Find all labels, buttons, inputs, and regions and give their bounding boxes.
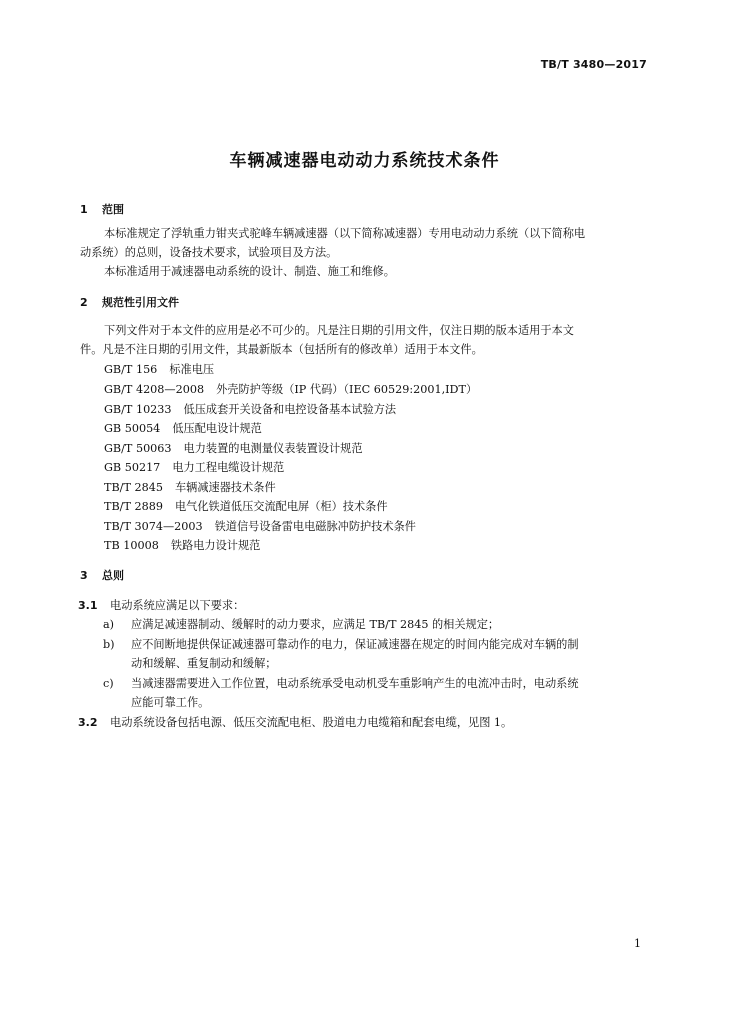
document-title: 车辆减速器电动动力系统技术条件: [229, 151, 500, 171]
reference-item: [104, 420, 262, 436]
reference-item: [104, 459, 284, 475]
list-item-c-continuation: 应能可靠工作。: [131, 696, 210, 709]
section-title: 总则: [102, 569, 124, 582]
section-heading-1: [80, 201, 124, 217]
paragraph-line: 本标准适用于减速器电动系统的设计、制造、施工和维修。: [104, 265, 395, 278]
reference-code: TB/T 2845: [104, 481, 163, 494]
list-marker: c): [103, 677, 114, 690]
reference-code: GB 50054: [104, 422, 161, 435]
reference-item: [104, 518, 416, 534]
reference-code: GB 50217: [104, 461, 161, 474]
clause-3-2: [78, 714, 512, 730]
list-text: 当减速器需要进入工作位置，电动系统承受电动机受车重影响产生的电流冲击时，电动系统: [131, 677, 579, 690]
reference-code: GB/T 156: [104, 363, 158, 376]
reference-name: 车辆减速器技术条件: [174, 481, 276, 494]
paragraph-line: 动系统）的总则，设备技术要求，试验项目及方法。: [80, 246, 338, 259]
list-item-c: [103, 675, 579, 691]
clause-number: 3.1: [78, 599, 98, 612]
reference-name: 铁路电力设计规范: [170, 539, 261, 552]
reference-code: TB/T 2889: [104, 500, 163, 513]
reference-name: 低压配电设计规范: [172, 422, 262, 435]
reference-item: [104, 479, 276, 495]
reference-item: [104, 381, 477, 397]
reference-item: [104, 498, 388, 514]
section-number: 1: [80, 203, 88, 216]
section-title: 范围: [102, 203, 124, 216]
section-number: 2: [80, 296, 88, 309]
list-item-a: [103, 616, 499, 632]
clause-3-1: [78, 597, 244, 613]
section-heading-3: [80, 567, 124, 583]
list-item-b-continuation: 动和缓解、重复制动和缓解；: [131, 657, 277, 670]
paragraph-line: 下列文件对于本文件的应用是必不可少的。凡是注日期的引用文件，仅注日期的版本适用于本文: [104, 324, 574, 337]
page-number: 1: [634, 937, 641, 950]
reference-code: GB/T 4208—2008: [104, 383, 205, 396]
clause-text: 电动系统设备包括电源、低压交流配电柜、股道电力电缆箱和配套电缆，见图 1。: [110, 716, 513, 729]
reference-item: [104, 440, 363, 456]
reference-name: 电力装置的电测量仪表装置设计规范: [183, 442, 363, 455]
section-number: 3: [80, 569, 88, 582]
reference-name: 标准电压: [169, 363, 215, 376]
reference-item: [104, 361, 214, 377]
reference-name: 铁道信号设备雷电电磁脉冲防护技术条件: [214, 520, 416, 533]
list-text: 应不间断地提供保证减速器可靠动作的电力，保证减速器在规定的时间内能完成对车辆的制: [131, 638, 579, 651]
paragraph-line: 本标准规定了浮轨重力钳夹式驼峰车辆减速器（以下简称减速器）专用电动动力系统（以下简称电: [104, 227, 586, 240]
list-marker: a): [103, 618, 115, 631]
list-marker: b): [103, 638, 115, 651]
paragraph-line: 件。凡是不注日期的引用文件，其最新版本（包括所有的修改单）适用于本文件。: [80, 343, 483, 356]
list-text: 应满足减速器制动、缓解时的动力要求，应满足 TB/T 2845 的相关规定；: [131, 618, 500, 631]
reference-name: 低压成套开关设备和电控设备基本试验方法: [183, 403, 397, 416]
reference-item: [104, 401, 396, 417]
reference-name: 外壳防护等级（IP 代码）（IEC 60529:2001,IDT）: [216, 383, 478, 396]
reference-name: 电气化铁道低压交流配电屏（柜）技术条件: [174, 500, 388, 513]
list-item-b: [103, 636, 579, 652]
reference-name: 电力工程电缆设计规范: [172, 461, 285, 474]
section-title: 规范性引用文件: [102, 296, 179, 309]
section-heading-2: [80, 294, 179, 310]
reference-code: TB 10008: [104, 539, 159, 552]
clause-number: 3.2: [78, 716, 98, 729]
reference-code: GB/T 10233: [104, 403, 172, 416]
reference-code: GB/T 50063: [104, 442, 172, 455]
clause-text: 电动系统应满足以下要求：: [110, 599, 245, 612]
reference-item: [104, 537, 260, 553]
reference-code: TB/T 3074—2003: [104, 520, 203, 533]
standard-number: TB/T 3480—2017: [540, 58, 647, 71]
